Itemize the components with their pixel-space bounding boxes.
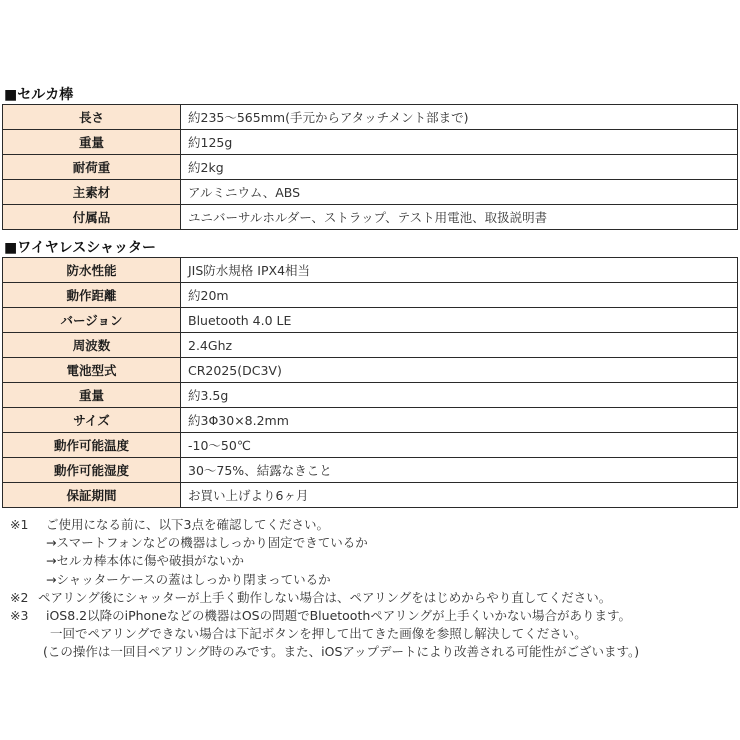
note-3-sub-2: (この操作は一回目ペアリング時のみです。また、iOSアップデートにより改善される可能性がございます。) bbox=[43, 644, 640, 660]
note-text: ペアリング後にシャッターが上手く動作しない場合は、ペアリングをはじめからやり直してください。 bbox=[38, 589, 612, 605]
notes-section bbox=[10, 516, 735, 662]
wireless-shutter-spec-table bbox=[2, 257, 738, 508]
table-row bbox=[3, 155, 738, 180]
note-text: ご使用になる前に、以下3点を確認してください。 bbox=[46, 517, 329, 532]
table-row bbox=[3, 283, 738, 308]
table-row bbox=[3, 205, 738, 230]
note-1 bbox=[10, 516, 735, 534]
spec-label: 重量 bbox=[3, 383, 181, 408]
spec-label: 耐荷重 bbox=[3, 155, 181, 180]
spec-value: -10～50℃ bbox=[181, 433, 738, 458]
selfie-stick-section-title: ■セルカ棒 bbox=[4, 87, 74, 103]
spec-label: 長さ bbox=[3, 105, 181, 130]
spec-label: 主素材 bbox=[3, 180, 181, 205]
spec-label: 周波数 bbox=[3, 333, 181, 358]
table-row bbox=[3, 105, 738, 130]
spec-label: 防水性能 bbox=[3, 258, 181, 283]
spec-value: アルミニウム、ABS bbox=[181, 180, 738, 205]
table-row bbox=[3, 130, 738, 155]
spec-label: 動作可能湿度 bbox=[3, 458, 181, 483]
table-row bbox=[3, 180, 738, 205]
table-row bbox=[3, 358, 738, 383]
wireless-shutter-section-title: ■ワイヤレスシャッター bbox=[4, 240, 156, 256]
note-mark: ※3 bbox=[10, 608, 29, 624]
table-row bbox=[3, 408, 738, 433]
spec-value: 約2kg bbox=[181, 155, 738, 180]
spec-label: 重量 bbox=[3, 130, 181, 155]
spec-value: JIS防水規格 IPX4相当 bbox=[181, 258, 738, 283]
note-1-sub-1: →スマートフォンなどの機器はしっかり固定できているか bbox=[46, 535, 368, 551]
spec-value: ユニバーサルホルダー、ストラップ、テスト用電池、取扱説明書 bbox=[181, 205, 738, 230]
selfie-stick-spec-table bbox=[2, 104, 738, 230]
spec-label: サイズ bbox=[3, 408, 181, 433]
note-mark: ※2 bbox=[10, 589, 29, 605]
spec-value: Bluetooth 4.0 LE bbox=[181, 308, 738, 333]
table-row bbox=[3, 483, 738, 508]
spec-value: お買い上げより6ヶ月 bbox=[181, 483, 738, 508]
spec-value: 2.4Ghz bbox=[181, 333, 738, 358]
note-3-sub-1: 一回でペアリングできない場合は下記ボタンを押して出てきた画像を参照し解決してください。 bbox=[50, 626, 587, 642]
spec-value: 約3Φ30×8.2mm bbox=[181, 408, 738, 433]
note-1-sub-2: →セルカ棒本体に傷や破損がないか bbox=[46, 553, 244, 569]
table-row bbox=[3, 258, 738, 283]
note-text: iOS8.2以降のiPhoneなどの機器はOSの問題でBluetoothペアリングが上手くいかない場合があります。 bbox=[46, 608, 632, 624]
table-row bbox=[3, 333, 738, 358]
table-row bbox=[3, 458, 738, 483]
spec-label: 電池型式 bbox=[3, 358, 181, 383]
spec-value: 約235～565mm(手元からアタッチメント部まで) bbox=[181, 105, 738, 130]
spec-value: 約3.5g bbox=[181, 383, 738, 408]
table-row bbox=[3, 308, 738, 333]
note-2 bbox=[10, 589, 735, 607]
spec-label: 動作可能温度 bbox=[3, 433, 181, 458]
spec-label: 付属品 bbox=[3, 205, 181, 230]
spec-value: CR2025(DC3V) bbox=[181, 358, 738, 383]
note-1-sub-3: →シャッターケースの蓋はしっかり閉まっているか bbox=[46, 571, 331, 587]
spec-value: 約125g bbox=[181, 130, 738, 155]
spec-label: 保証期間 bbox=[3, 483, 181, 508]
table-row bbox=[3, 433, 738, 458]
spec-value: 30～75%、結露なきこと bbox=[181, 458, 738, 483]
note-mark: ※1 bbox=[10, 517, 29, 532]
spec-label: バージョン bbox=[3, 308, 181, 333]
spec-label: 動作距離 bbox=[3, 283, 181, 308]
note-3 bbox=[10, 607, 735, 625]
table-row bbox=[3, 383, 738, 408]
spec-value: 約20m bbox=[181, 283, 738, 308]
